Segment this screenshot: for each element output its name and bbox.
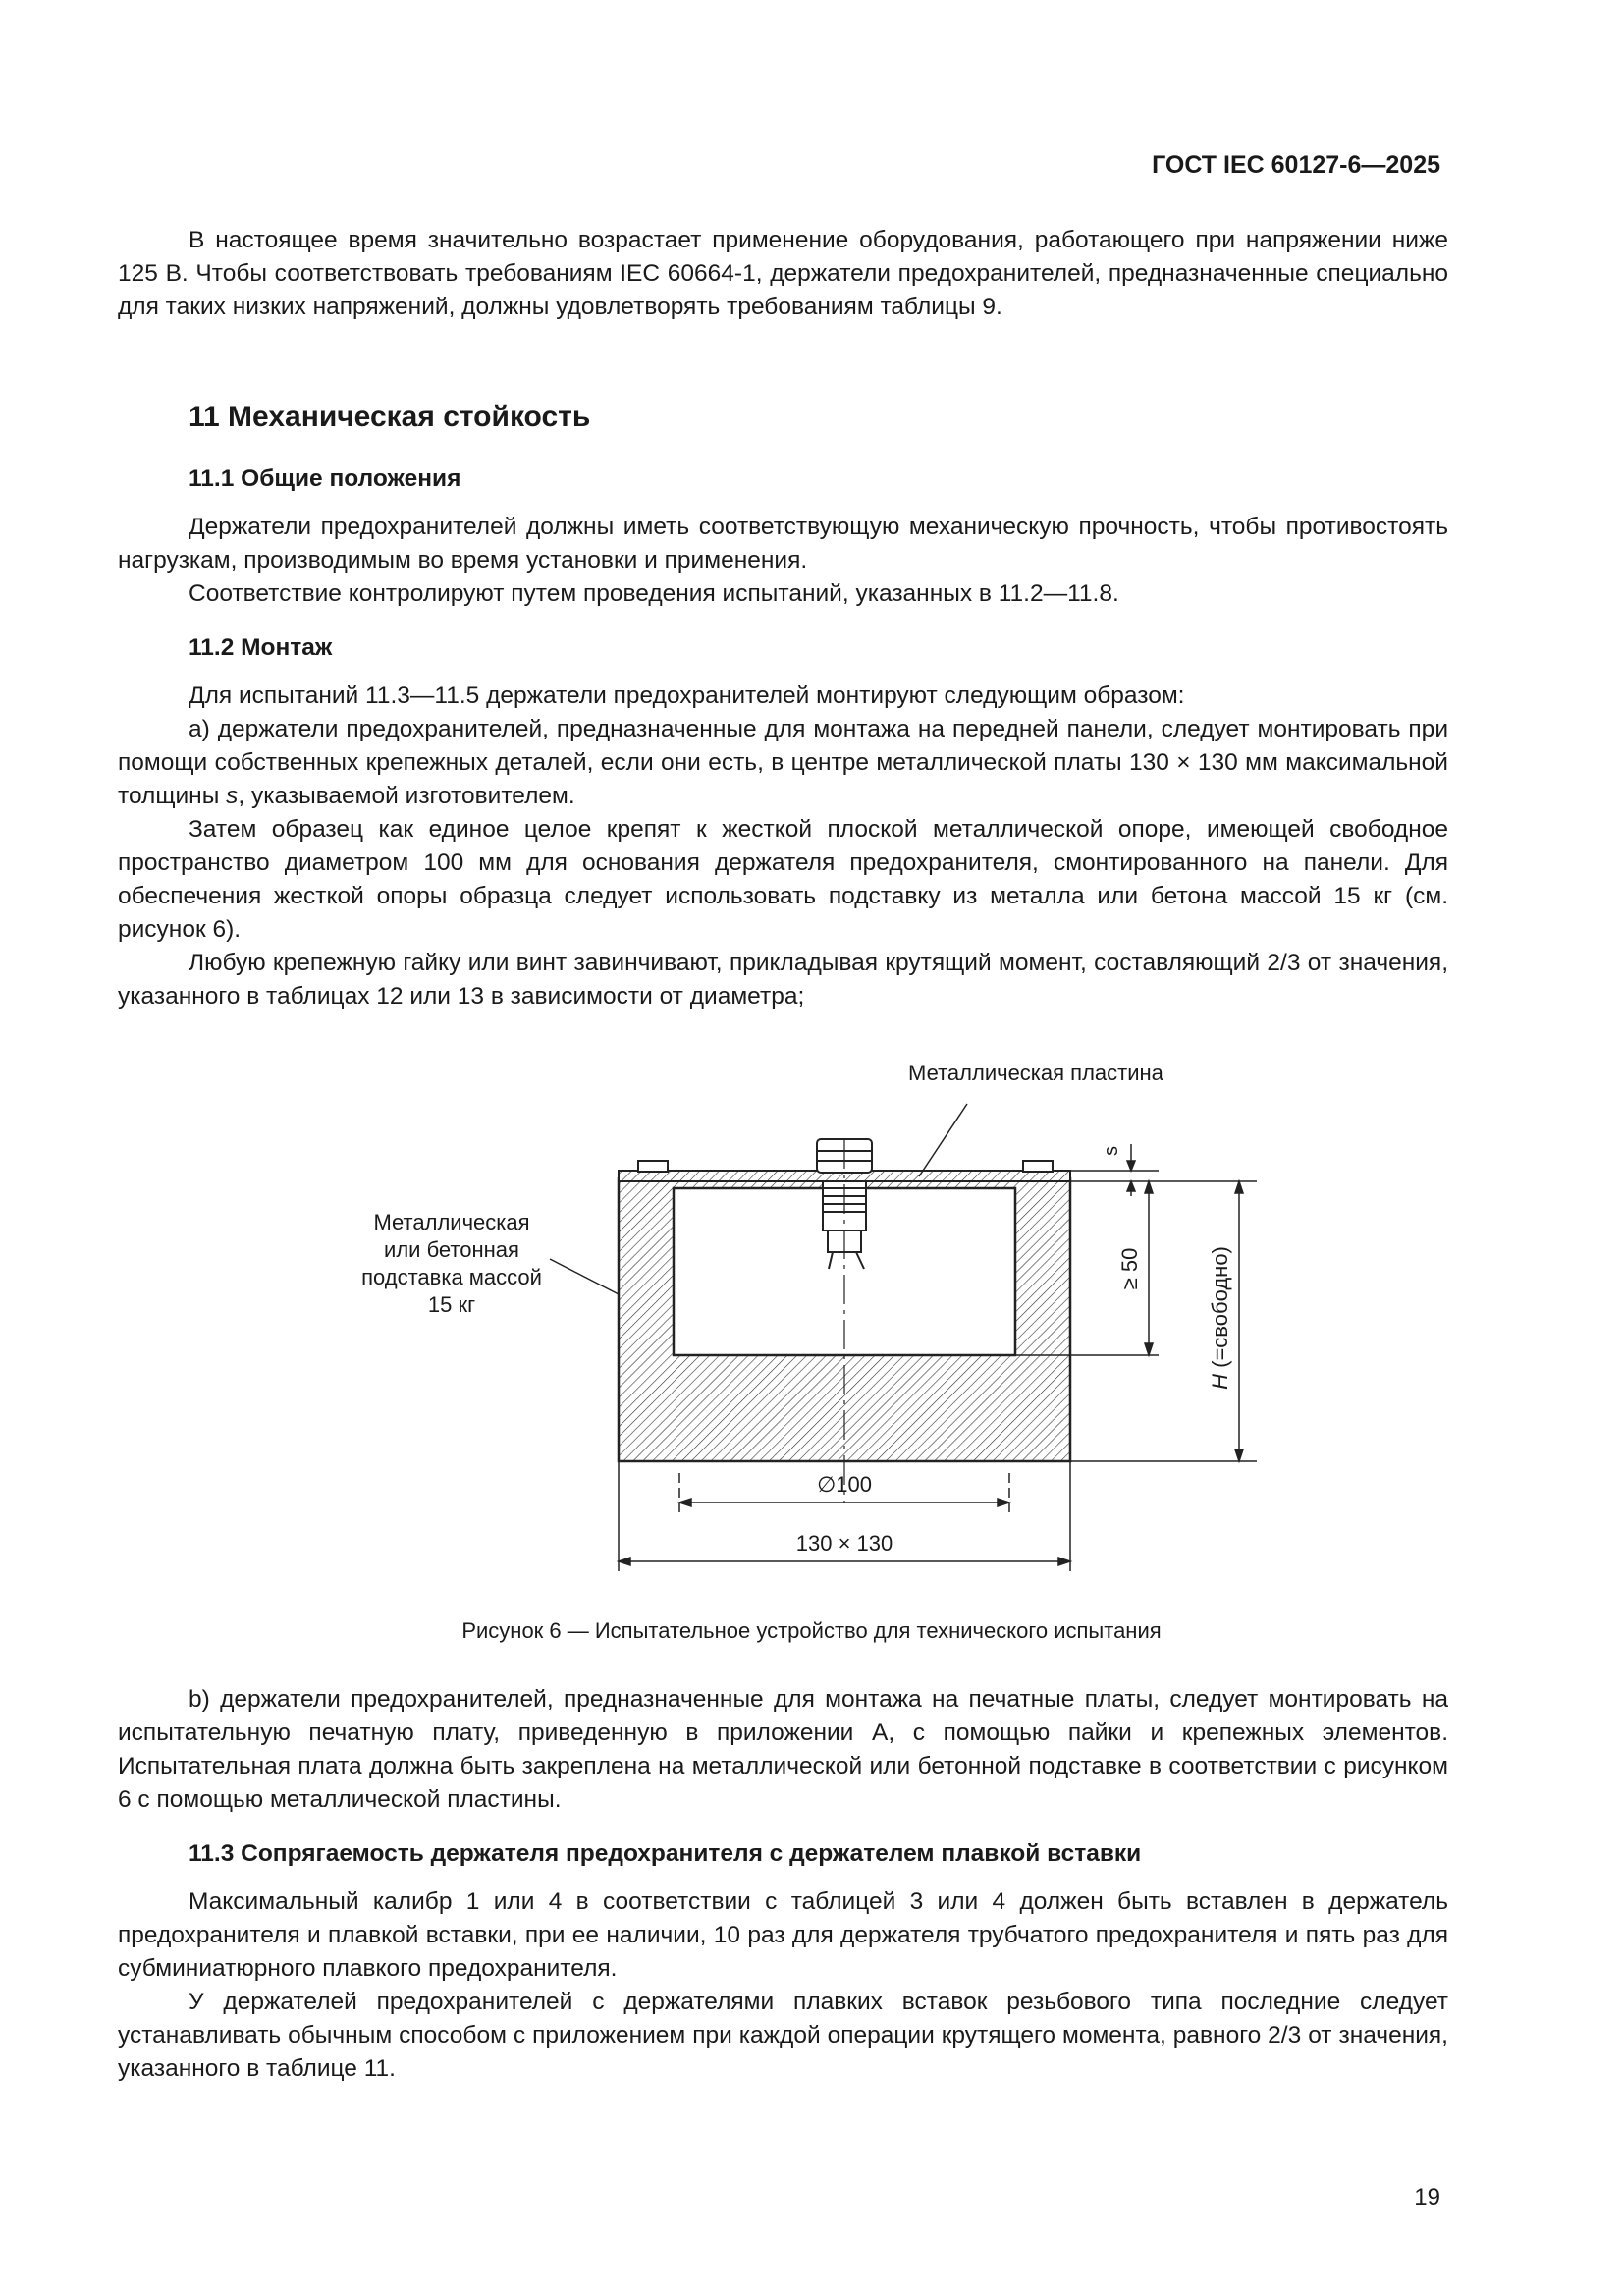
label-stand-line4: 15 кг [427,1292,476,1317]
paragraph: Затем образец как единое целое крепят к жесткой плоской металлической опоре, имеющей свободное пространство диаметром 100 мм для основания держателя предохранителя, смонтированного на панели. Для обеспечения жесткой опоры образца следует использовать подставку из металла или бетона массой 15 кг (см. рисунок 6). [118,816,1448,943]
figure-6-drawing [295,1041,1325,1591]
section-11-2-heading: 11.2 Монтаж [189,634,333,661]
paragraph: Любую крепежную гайку или винт завинчивают, прикладывая крутящий момент, составляющий 2/3 от значения, указанного в таблицах 12 или 13 в зависимости от диаметра; [118,950,1448,1010]
label-metal-plate: Металлическая пластина [908,1061,1163,1085]
dim-H-var: H [1208,1373,1232,1390]
section-11-3-body [118,1886,1448,2086]
paragraph: Для испытаний 11.3—11.5 держатели предохранителей монтируют следующим образом: [189,683,1185,709]
text-run: а) держатели предохранителей, предназначенные для монтажа на передней панели, следует монтировать при помощи собственных крепежных деталей, если они есть, в центре металлической платы 130 × 130 мм максимальной толщины [118,716,1448,809]
figure-6-caption: Рисунок 6 — Испытательное устройство для технического испытания [461,1618,1162,1643]
variable-s: s [226,783,239,809]
leader-stand [550,1259,619,1294]
section-11-heading: 11 Механическая стойкость [189,401,591,433]
paragraph [118,713,1448,813]
label-dim-50: ≥ 50 [1117,1247,1142,1290]
paragraph: Держатели предохранителей должны иметь соответствующую механическую прочность, чтобы противостоять нагрузкам, производимым во время установки и применения. [118,514,1448,574]
section-11-1-body [118,511,1448,611]
section-11-1-heading: 11.1 Общие положения [189,465,461,492]
section-11-2-body-b [118,1683,1448,1817]
paragraph: У держателей предохранителей с держателями плавких вставок резьбового типа последние следует устанавливать обычным способом с приложением при каждой операции крутящего момента, равного 2/3 от значения, указанного в таблице 11. [118,1989,1448,2082]
label-stand-line1: Металлическая [373,1210,530,1234]
label-dim-H [1208,1246,1232,1390]
dim-H-rest: (=свободно) [1208,1246,1232,1374]
label-dim-s: s [1101,1146,1122,1156]
label-stand-line3: подставка массой [361,1265,542,1289]
text-run: , указываемой изготовителем. [238,783,575,809]
label-dim-plate: 130 × 130 [795,1531,893,1556]
paragraph: Максимальный калибр 1 или 4 в соответствии с таблицей 3 или 4 должен быть вставлен в держатель предохранителя и плавкой вставки, при ее наличии, 10 раз для держателя трубчатого предохранителя и пять раз для субминиатюрного плавкого предохранителя. [118,1888,1448,1982]
fastener-left [638,1161,668,1172]
section-11-3-heading: 11.3 Сопрягаемость держателя предохранителя с держателем плавкой вставки [189,1840,1142,1867]
document-code: ГОСТ IEC 60127-6—2025 [1152,151,1440,179]
leader-plate [919,1104,967,1176]
paragraph: b) держатели предохранителей, предназначенные для монтажа на печатные платы, следует монтировать на испытательную печатную плату, приведенную в приложении А, с помощью пайки и крепежных элементов. Испытательная плата должна быть закреплена на металлической или бетонной подставке в соответствии с рисунком 6 с помощью металлической пластины. [118,1686,1448,1813]
page-number: 19 [1414,2184,1440,2211]
section-11-2-body [118,680,1448,1013]
fastener-right [1023,1161,1053,1172]
paragraph: Соответствие контролируют путем проведения испытаний, указанных в 11.2—11.8. [189,580,1119,607]
label-stand-line2: или бетонная [384,1237,519,1262]
intro-paragraph: В настоящее время значительно возрастает применение оборудования, работающего при напряжении ниже 125 В. Чтобы соответствовать требованиям IEC 60664-1, держатели предохранителей, предназначенные специально для таких низких напряжений, должны удовлетворять требованиям таблицы 9. [118,227,1448,320]
label-dim-diameter: ∅100 [817,1472,872,1497]
intro-block [118,224,1448,324]
figure-6 [295,1041,1325,1591]
